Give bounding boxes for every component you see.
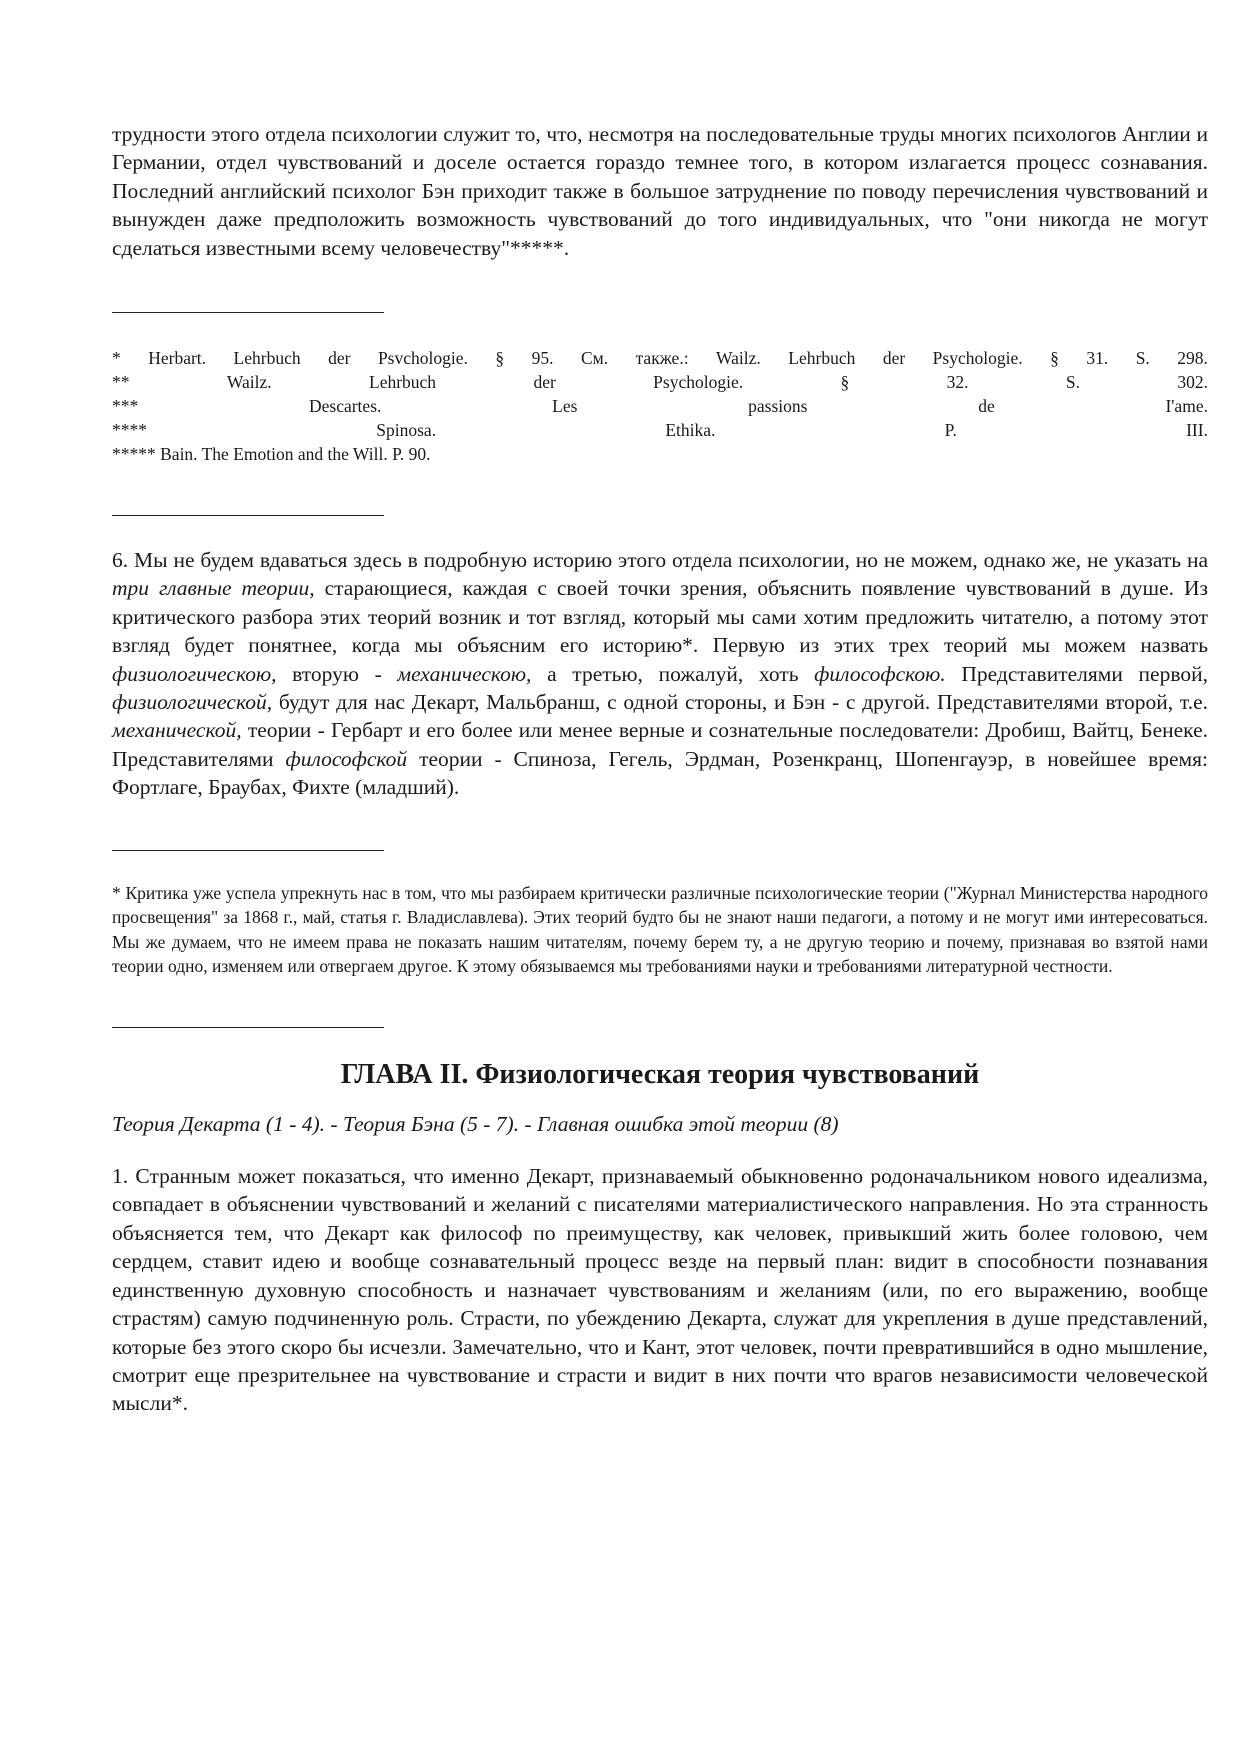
footnote-token: Lehrbuch	[788, 348, 856, 369]
footnote-token: *	[112, 348, 121, 369]
footnote-token: §	[840, 372, 850, 393]
footnote-token: Psychologie.	[932, 348, 1023, 369]
footnote-line	[112, 346, 1208, 370]
footnote-token: P.	[944, 420, 957, 441]
footnote-line	[112, 370, 1208, 394]
footnote-token: de	[978, 396, 995, 417]
footnote-token: I'ame.	[1165, 396, 1208, 417]
footnote-separator	[112, 1027, 384, 1028]
footnote-token: §	[495, 348, 505, 369]
paragraph-6: 6. Мы не будем вдаваться здесь в подробную историю этого отдела психологии, но не можем, однако же, не указать на три главные теории, старающиеся, каждая с своей точки зрения, объяснить появление чувствований в душе. Из критического разбора этих теорий возник и тот взгляд, который мы сами хотим предложить читателю, а потому этот взгляд будет понятнее, когда мы объясним его историю*. Первую из этих трех теорий мы можем назвать физиологическою, вторую - механическою, а третью, пожалуй, хоть философскою. Представителями первой, физиологической, будут для нас Декарт, Мальбранш, с одной стороны, и Бэн - с другой. Представителями второй, т.е. механической, теории - Гербарт и его более или менее верные и сознательные последователи: Дробиш, Вайтц, Бенеке. Представителями философской теории - Спиноза, Гегель, Эрдман, Розенкранц, Шопенгауэр, в новейшее время: Фортлаге, Браубах, Фихте (младший).	[112, 548, 1209, 800]
footnote-token: der	[533, 372, 556, 393]
footnote-token: Psvchologie.	[377, 348, 468, 369]
footnote-token: der	[328, 348, 351, 369]
footnote-line	[112, 394, 1208, 418]
paragraph-continuation: трудности этого отдела психологии служит то, что, несмотря на последовательные труды многих психологов Англии и Германии, отдел чувствований и доселе остается гораздо темнее того, в котором излагается процесс сознавания. Последний английский психолог Бэн приходит также в большое затруднение по поводу перечисления чувствований и вынужден даже предположить возможность чувствований до того индивидуальных, что "они никогда не могут сделаться известными всему человечеству"*****.	[112, 122, 1208, 260]
footnote-separator	[112, 312, 384, 313]
document-page	[112, 120, 1208, 1418]
footnote-token: Psychologie.	[653, 372, 744, 393]
footnote-token: Descartes.	[308, 396, 382, 417]
footnote-token: Ethika.	[665, 420, 716, 441]
footnote-token: Herbart.	[148, 348, 207, 369]
footnote-token: ***	[112, 396, 139, 417]
footnote-token: III.	[1186, 420, 1208, 441]
footnote-token: 95.	[531, 348, 554, 369]
chapter-title: ГЛАВА II. Физиологическая теория чувствований	[340, 1059, 980, 1091]
footnote-token: 302.	[1177, 372, 1208, 393]
footnotes-block-1	[112, 346, 1208, 466]
footnote-separator	[112, 850, 384, 851]
footnote-token: **	[112, 372, 130, 393]
footnote-token: Lehrbuch	[369, 372, 437, 393]
footnote-line: ***** Bain. The Emotion and the Will. P. 90.	[112, 444, 431, 465]
footnote-token: Les	[552, 396, 578, 417]
footnote-token: также.:	[635, 348, 689, 369]
footnote-token: См.	[580, 348, 609, 369]
footnote-token: der	[882, 348, 906, 369]
footnote-token: S.	[1135, 348, 1150, 369]
footnote-line	[112, 418, 1208, 442]
footnote-separator	[112, 515, 384, 516]
footnote-token: Wailz.	[226, 372, 272, 393]
footnote-block-2: * Критика уже успела упрекнуть нас в том, что мы разбираем критически различные психологические теории ("Журнал Министерства народного просвещения" за 1868 г., май, статья г. Владиславлева). Этих теорий будто бы не знают наши педагоги, а потому и не могут ими интересоваться. Мы же думаем, что не имеем права не показать нашим читателям, почему берем ту, а не другую теорию и почему, признавая во взятой нами теории одно, изменяем или отвергаем другое. К этому обязываемся мы требованиями науки и требованиями литературной честности.	[112, 882, 1208, 977]
footnote-token: Wailz.	[716, 348, 761, 369]
paragraph-1: 1. Странным может показаться, что именно Декарт, признаваемый обыкновенно родоначальником нового идеализма, совпадает в объяснении чувствований и желаний с писателями материалистического направления. Но эта странность объясняется тем, что Декарт как философ по преимуществу, как человек, привыкший жить более головою, чем сердцем, ставит идею и вообще сознавательный процесс везде на первый план: видит в способности познавания единственную духовную способность и назначает чувствованиям и желаниям (или, по его выражению, вообще страстям) самую подчиненную роль. Страсти, по убеждению Декарта, служат для укрепления в душе представлений, которые без этого скоро бы исчезли. Замечательно, что и Кант, этот человек, почти превратившийся в одно мышление, смотрит еще презрительнее на чувствование и страсти и видит в них почти что врагов независимости человеческой мысли*.	[112, 1164, 1208, 1416]
chapter-summary: Теория Декарта (1 - 4). - Теория Бэна (5 - 7). - Главная ошибка этой теории (8)	[112, 1112, 839, 1137]
footnote-token: §	[1050, 348, 1059, 369]
footnote-token: 32.	[946, 372, 969, 393]
footnote-token: 298.	[1177, 348, 1208, 369]
footnote-token: 31.	[1086, 348, 1109, 369]
footnote-token: S.	[1065, 372, 1080, 393]
footnote-token: Spinosa.	[376, 420, 437, 441]
footnote-token: ****	[112, 420, 147, 441]
footnote-token: passions	[748, 396, 808, 417]
footnote-token: Lehrbuch	[233, 348, 301, 369]
